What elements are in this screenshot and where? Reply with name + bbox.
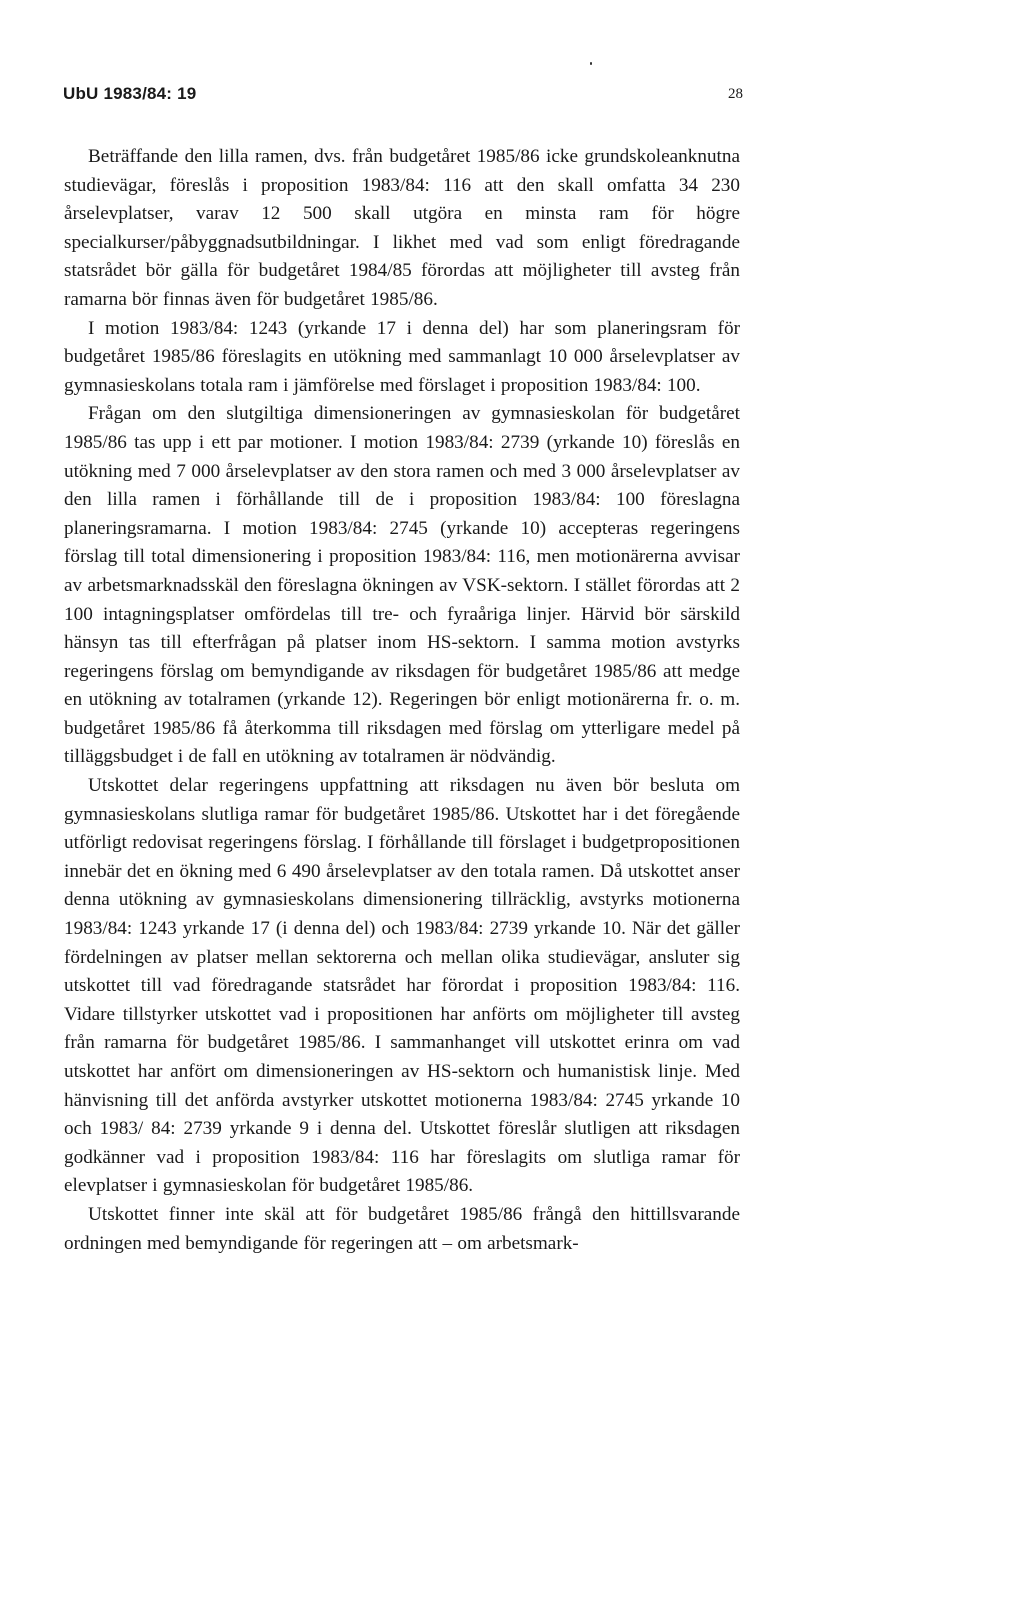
paragraph-final-dimensioning: Frågan om den slutgiltiga dimensioneringen av gymnasieskolan för budgetåret 1985/86 tas upp i ett par motioner. I motion 1983/84: 2739 (yrkande 10) föreslås en utökning med 7 000 årselevplatser av den stora ramen och med 3 000 årselevplatser av den lilla ramen i förhållande till de i proposition 1983/84: 100 föreslagna planeringsramarna. I motion 1983/84: 2745 (yrkande 10) accepteras regeringens förslag till total dimensionering i proposition 1983/84: 116, men motionärerna avvisar av arbetsmarknadsskäl den föreslagna ökningen av VSK-sektorn. I stället förordas att 2 100 intagningsplatser omfördelas till tre- och fyraåriga linjer. Härvid bör särskild hänsyn tas till efterfrågan på platser inom HS-sektorn. I samma motion avstyrks regeringens förslag om bemyndigande av riksdagen för budgetåret 1985/86 att medge en utökning av totalramen (yrkande 12). Regeringen bör enligt motionärerna fr. o. m. budgetåret 1985/86 få återkomma till riksdagen med förslag om ytterligare medel på tilläggsbudget i de fall en utökning av totalramen är nödvändig. bbox=[64, 403, 740, 768]
page-header bbox=[63, 84, 743, 110]
paragraph-committee-conclusion: Utskottet finner inte skäl att för budgetåret 1985/86 frångå den hittillsvarande ordningen med bemyndigande för regeringen att – om arbetsmark- bbox=[64, 1203, 740, 1254]
paragraph-committee-position: Utskottet delar regeringens uppfattning att riksdagen nu även bör besluta om gymnasieskolans slutliga ramar för budgetåret 1985/86. Utskottet har i det föregående utförligt redovisat regeringens förslag. I förhållande till förslaget i budgetpropositionen innebär det en ökning med 6 490 årselevplatser av den totala ramen. Då utskottet anser denna utökning av gymnasieskolans dimensionering tillräcklig, avstyrks motionerna 1983/84: 1243 yrkande 17 (i denna del) och 1983/84: 2739 yrkande 10. När det gäller fördelningen av platser mellan sektorerna och mellan olika studievägar, ansluter sig utskottet till vad föredragande statsrådet har förordat i proposition 1983/84: 116. Vidare tillstyrker utskottet vad i propositionen har anförts om möjligheter till avsteg från ramarna för budgetåret 1985/86. I sammanhanget vill utskottet erinra om vad utskottet har anfört om dimensioneringen av HS-sektorn och humanistisk linje. Med hänvisning till det anförda avstyrker utskottet motionerna 1983/84: 2745 yrkande 10 och 1983/ 84: 2739 yrkande 9 i denna del. Utskottet föreslår slutligen att riksdagen godkänner vad i proposition 1983/84: 116 har föreslagits om slutliga ramar för elevplatser i gymnasieskolan för budgetåret 1985/86. bbox=[64, 775, 740, 1197]
scan-speck bbox=[590, 62, 592, 65]
paragraph-small-frame: Beträffande den lilla ramen, dvs. från budgetåret 1985/86 icke grundskoleanknutna studievägar, föreslås i proposition 1983/84: 116 att den skall omfatta 34 230 årselevplatser, varav 12 500 skall utgöra en minsta ram för högre specialkurser/påbyggnadsutbildningar. I likhet med vad som enligt föredragande statsrådet bör gälla för budgetåret 1984/85 förordas att möjligheter till avsteg från ramarna bör finnas även för budgetåret 1985/86. bbox=[64, 146, 740, 310]
paragraph-motion-1243: I motion 1983/84: 1243 (yrkande 17 i denna del) har som planeringsram för budgetåret 1985/86 föreslagits en utökning med sammanlagt 10 000 årselevplatser av gymnasieskolans totala ram i jämförelse med förslaget i proposition 1983/84: 100. bbox=[64, 317, 740, 396]
body-text bbox=[64, 143, 740, 1258]
document-id: UbU 1983/84: 19 bbox=[63, 84, 197, 103]
page-number: 28 bbox=[728, 86, 743, 102]
